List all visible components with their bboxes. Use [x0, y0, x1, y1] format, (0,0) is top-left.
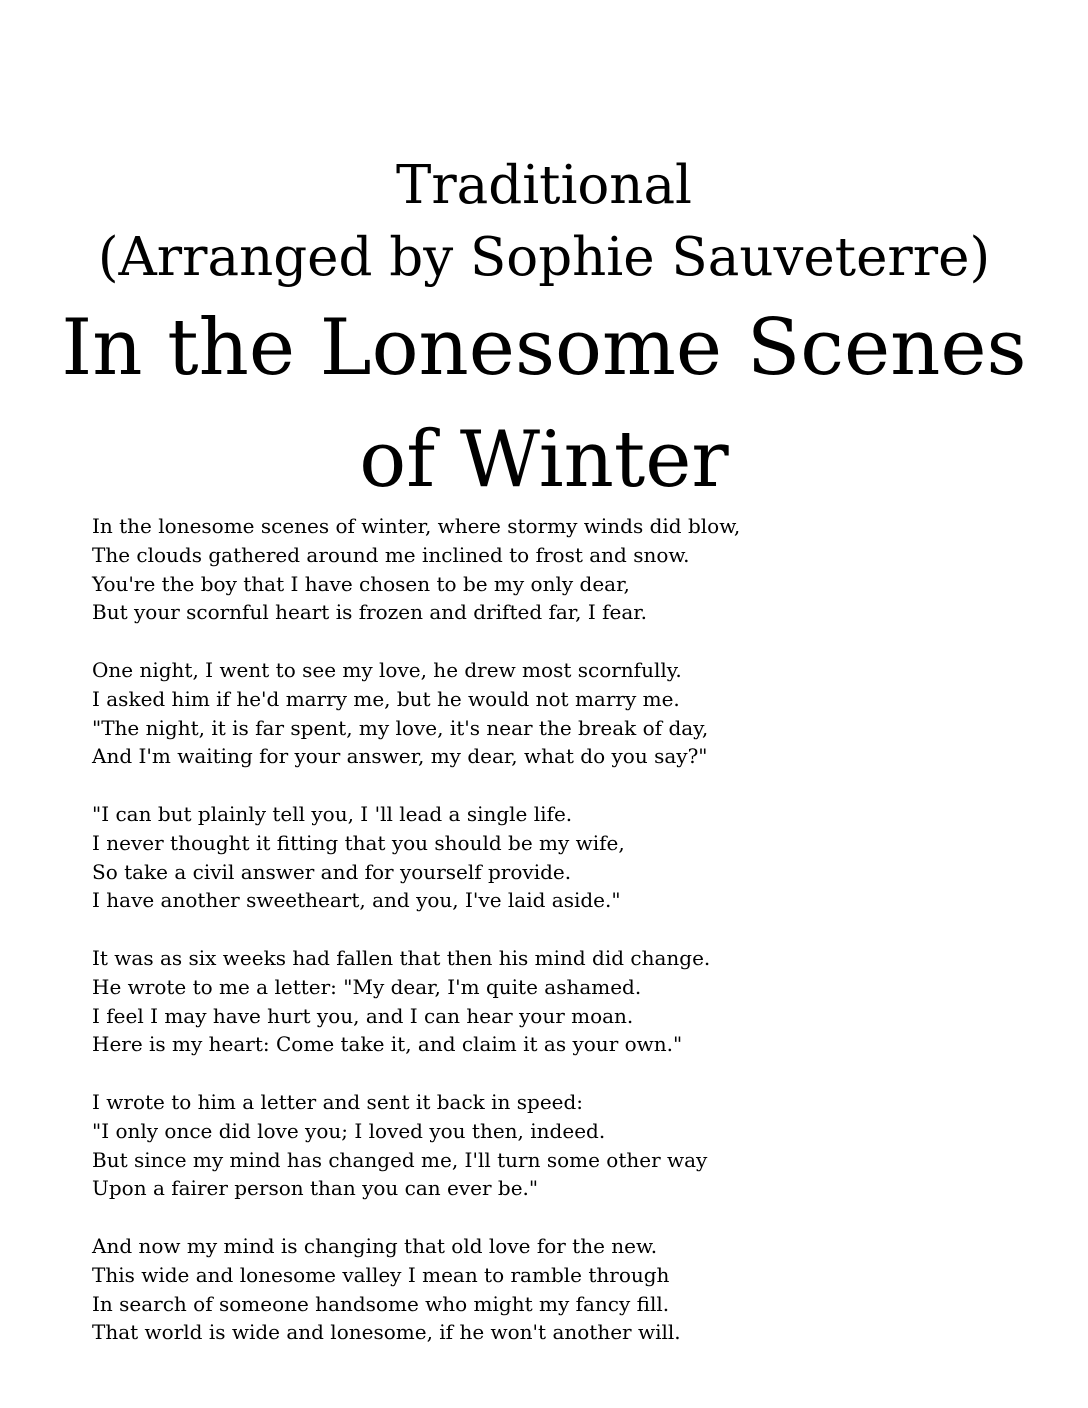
lyric-line: He wrote to me a letter: "My dear, I'm quite ashamed. [92, 974, 642, 999]
stanza-6 [92, 1232, 1052, 1347]
lyric-line: So take a civil answer and for yourself provide. [92, 859, 572, 884]
stanza-5 [92, 1088, 1052, 1203]
lyrics-body [92, 512, 1052, 1376]
lyric-line: "I only once did love you; I loved you then, indeed. [92, 1118, 606, 1143]
lyric-line: But since my mind has changed me, I'll turn some other way [92, 1147, 708, 1172]
lyric-line: I asked him if he'd marry me, but he would not marry me. [92, 686, 680, 711]
lyric-line: "I can but plainly tell you, I 'll lead a single life. [92, 801, 573, 826]
lyric-line: It was as six weeks had fallen that then his mind did change. [92, 945, 711, 970]
lyric-line: I feel I may have hurt you, and I can hear your moan. [92, 1003, 634, 1028]
lyric-line: In the lonesome scenes of winter, where stormy winds did blow, [92, 514, 741, 538]
lyric-line: I have another sweetheart, and you, I've laid aside." [92, 888, 621, 913]
lyric-line: One night, I went to see my love, he drew most scornfully. [92, 657, 682, 682]
lyric-line: That world is wide and lonesome, if he won't another will. [92, 1320, 681, 1345]
lyric-line: Upon a fairer person than you can ever be." [92, 1176, 539, 1201]
composer-credit: Traditional [395, 155, 692, 216]
lyric-line: You're the boy that I have chosen to be my only dear, [92, 571, 630, 596]
song-title-line-2: of Winter [359, 415, 729, 505]
lyric-line: I wrote to him a letter and sent it back in speed: [92, 1089, 584, 1114]
lyric-line: But your scornful heart is frozen and drifted far, I fear. [92, 600, 648, 625]
lyric-line: Here is my heart: Come take it, and claim it as your own." [92, 1032, 683, 1057]
song-title-line-1: In the Lonesome Scenes [61, 303, 1027, 393]
stanza-2 [92, 656, 1052, 771]
lyric-line: And I'm waiting for your answer, my dear, what do you say?" [92, 744, 708, 769]
stanza-1 [92, 512, 1052, 627]
lyric-line: And now my mind is changing that old love for the new. [92, 1233, 658, 1258]
lyric-line: I never thought it fitting that you should be my wife, [92, 830, 625, 855]
lyric-line: This wide and lonesome valley I mean to ramble through [92, 1262, 670, 1287]
song-header [0, 148, 1088, 516]
arranger-credit: (Arranged by Sophie Sauveterre) [97, 227, 991, 288]
lyric-line: In search of someone handsome who might my fancy fill. [92, 1291, 670, 1316]
stanza-4 [92, 944, 1052, 1059]
stanza-3 [92, 800, 1052, 915]
lyric-line: The clouds gathered around me inclined to frost and snow. [92, 542, 690, 567]
lyric-line: "The night, it is far spent, my love, it's near the break of day, [92, 715, 709, 740]
